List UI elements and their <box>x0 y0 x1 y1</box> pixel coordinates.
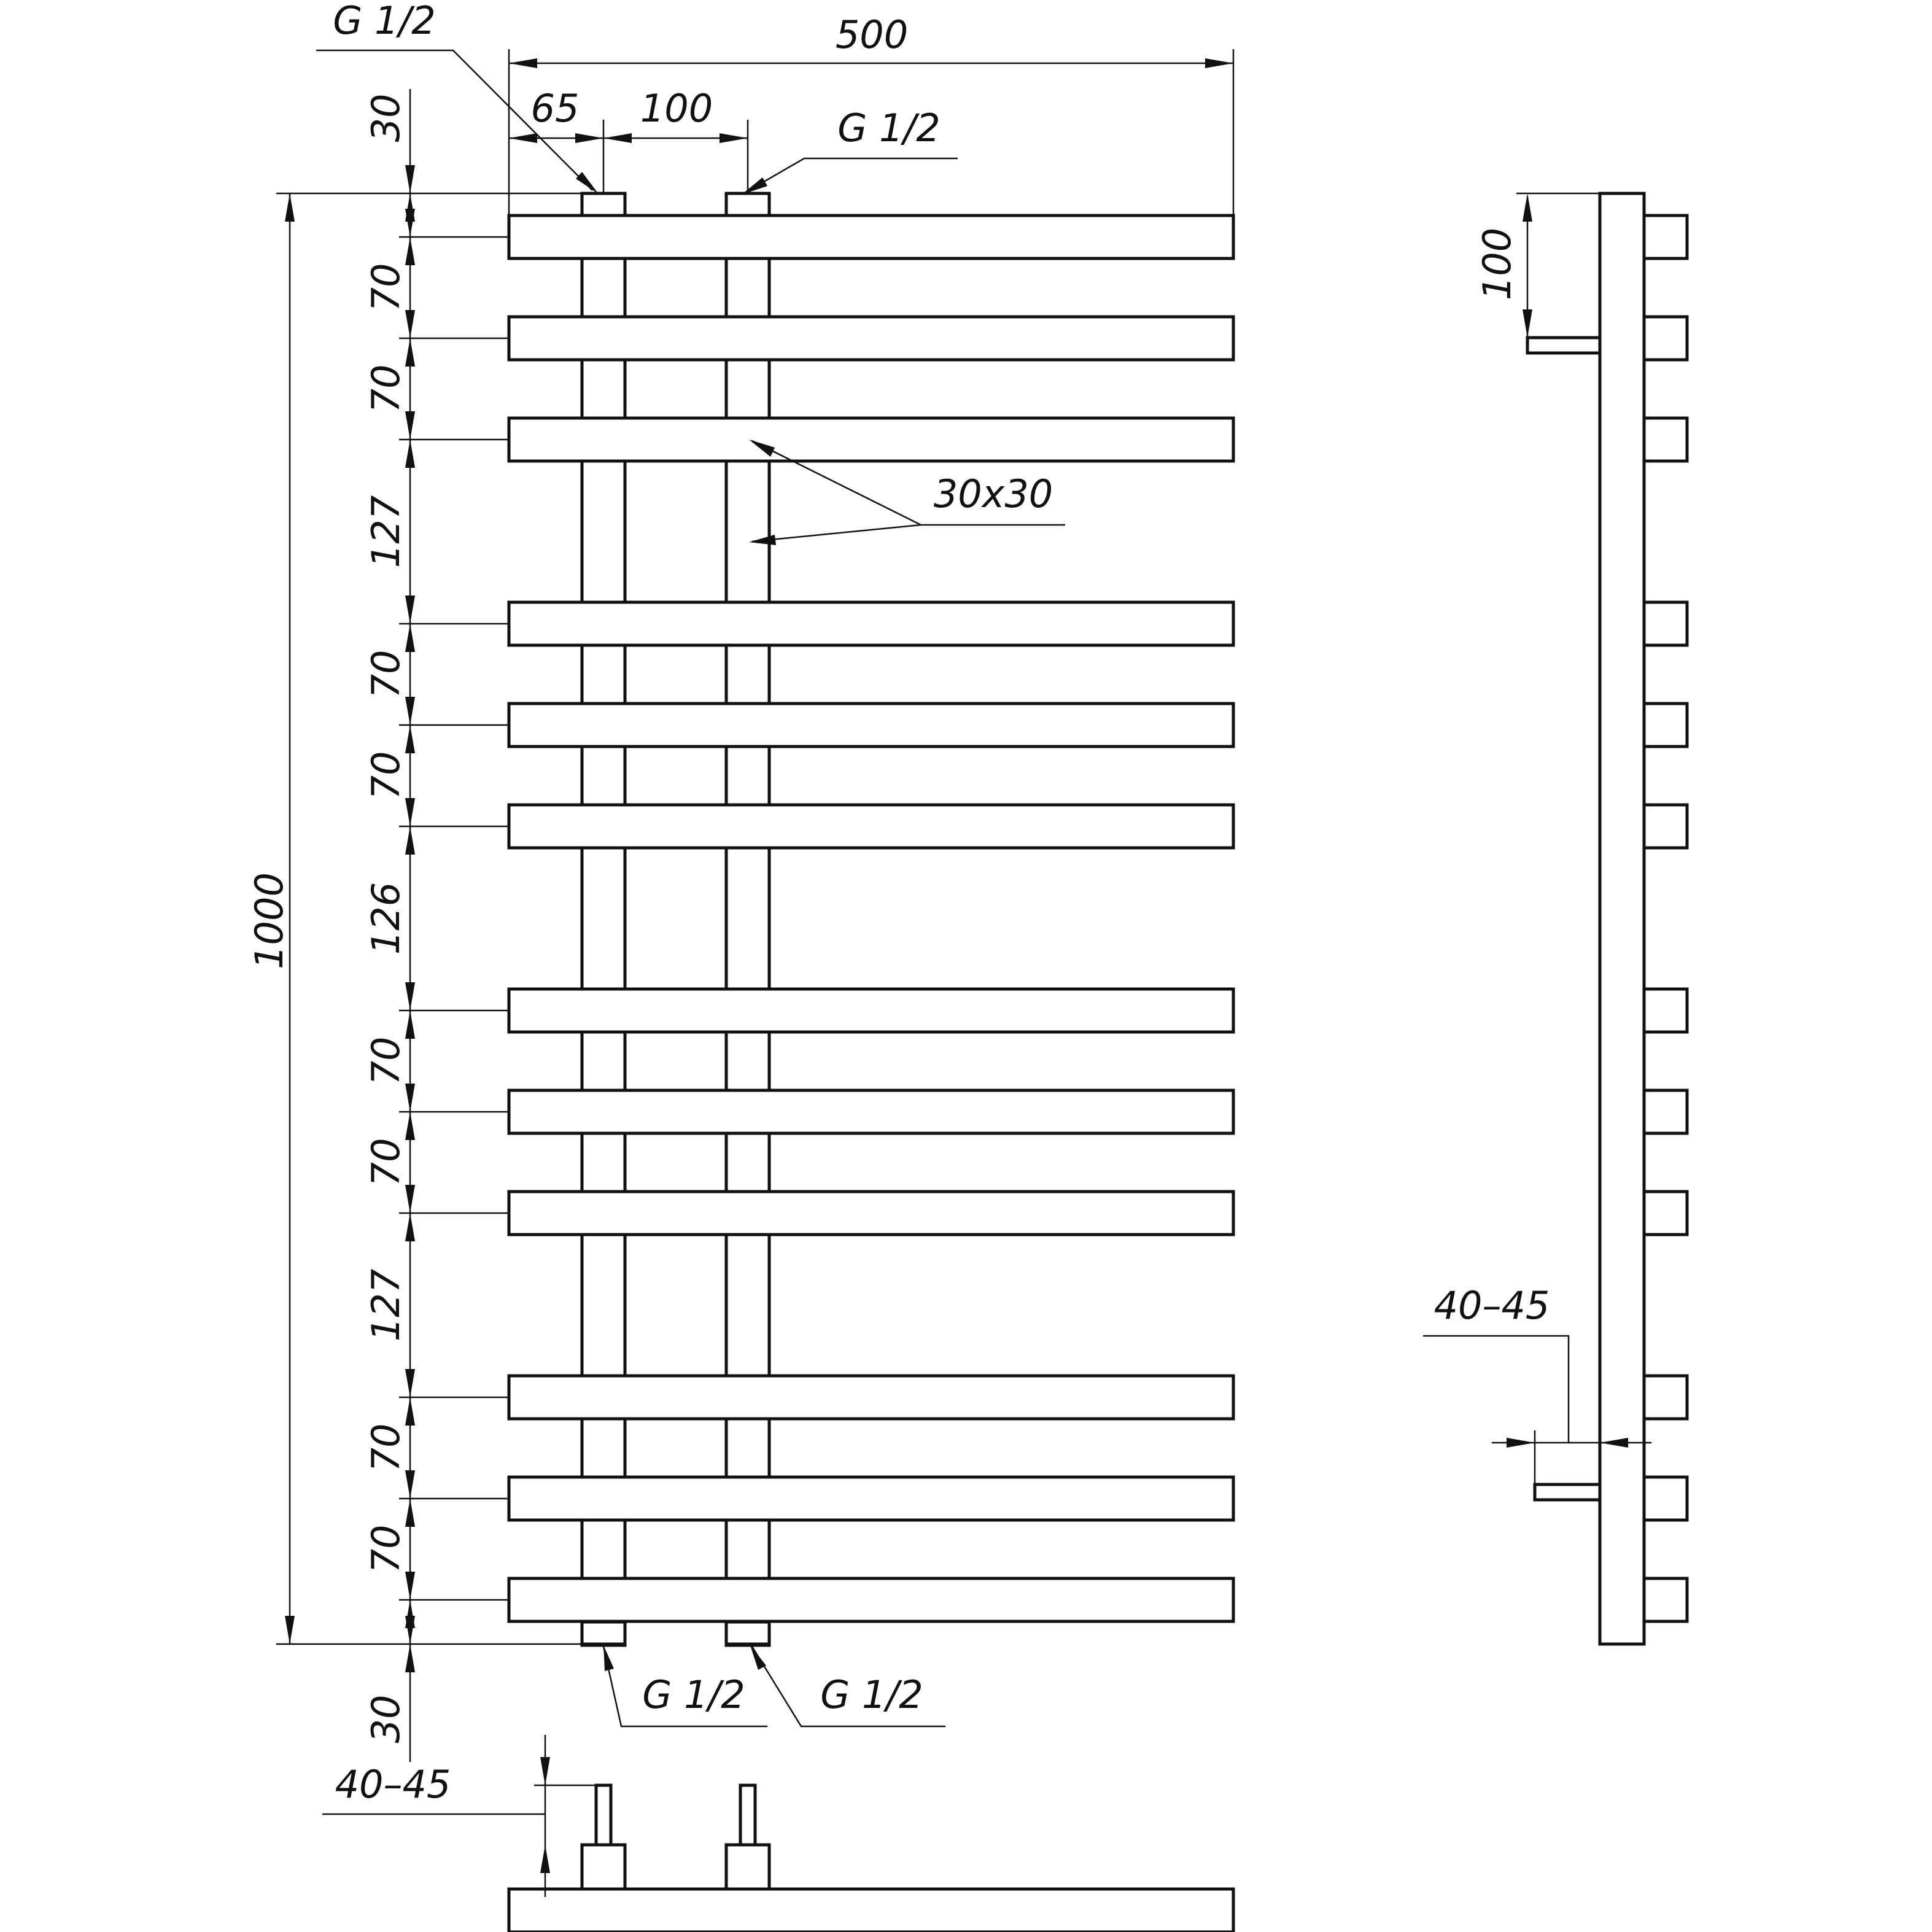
top-wall-bracket <box>1527 338 1600 353</box>
bottom-right-collector <box>726 1845 769 1889</box>
bottom-bar <box>509 1889 1233 1932</box>
bar <box>509 1578 1233 1621</box>
dim-bottom-gap: 30 <box>363 1694 408 1744</box>
dim-spacing-1: 70 <box>363 263 408 312</box>
bottom-right-connector <box>726 1622 769 1644</box>
dim-spacing-6: 126 <box>363 882 408 955</box>
front-view <box>509 193 1233 1645</box>
thread-bottom-right: G 1/2 <box>820 1672 923 1717</box>
dim-spacing-4: 70 <box>363 650 408 699</box>
bar <box>509 805 1233 848</box>
bottom-left-bracket <box>596 1785 611 1845</box>
thread-top-left: G 1/2 <box>333 0 436 43</box>
top-right-connector <box>726 193 769 215</box>
thread-top-right: G 1/2 <box>837 106 941 150</box>
bar <box>509 704 1233 747</box>
side-bar-ends <box>1644 215 1687 1621</box>
right-collector <box>726 196 769 1645</box>
bar <box>509 1376 1233 1419</box>
left-collector <box>582 196 625 1645</box>
side-wall-distance: 40–45 <box>1433 1283 1550 1328</box>
dim-spacing-7: 70 <box>363 1036 408 1085</box>
profile-label: 30x30 <box>933 471 1053 516</box>
bottom-right-bracket <box>740 1785 755 1845</box>
bottom-view <box>322 1735 1233 1932</box>
bar <box>509 317 1233 360</box>
bar <box>509 1090 1233 1133</box>
thread-bottom-left: G 1/2 <box>642 1672 745 1717</box>
dim-spacing-8: 70 <box>363 1138 408 1187</box>
bar <box>509 989 1233 1032</box>
dim-top-gap: 30 <box>363 93 408 142</box>
bar <box>509 1477 1233 1520</box>
dim-overall-width: 500 <box>835 12 909 57</box>
dim-overall-height: 1000 <box>247 872 292 969</box>
dim-spacing-2: 70 <box>363 364 408 413</box>
bottom-left-connector <box>582 1622 625 1644</box>
dim-spacing-11: 70 <box>363 1524 408 1573</box>
bar <box>509 215 1233 258</box>
bar <box>509 1192 1233 1235</box>
dim-spacing-9: 127 <box>363 1268 408 1342</box>
dim-connector-spacing: 100 <box>640 86 713 131</box>
dim-spacing-10: 70 <box>363 1423 408 1472</box>
dim-spacing-5: 70 <box>363 751 408 800</box>
top-left-connector <box>582 193 625 215</box>
bar <box>509 418 1233 461</box>
bottom-wall-bracket <box>1535 1484 1600 1500</box>
bar <box>509 602 1233 645</box>
dim-offset-left: 65 <box>530 86 580 131</box>
bottom-left-collector <box>582 1845 625 1889</box>
side-collector <box>1600 193 1644 1644</box>
bottom-wall-distance: 40–45 <box>335 1762 451 1807</box>
side-top-distance: 100 <box>1475 227 1519 301</box>
dim-spacing-3: 127 <box>363 495 408 568</box>
side-view <box>1423 193 1687 1644</box>
